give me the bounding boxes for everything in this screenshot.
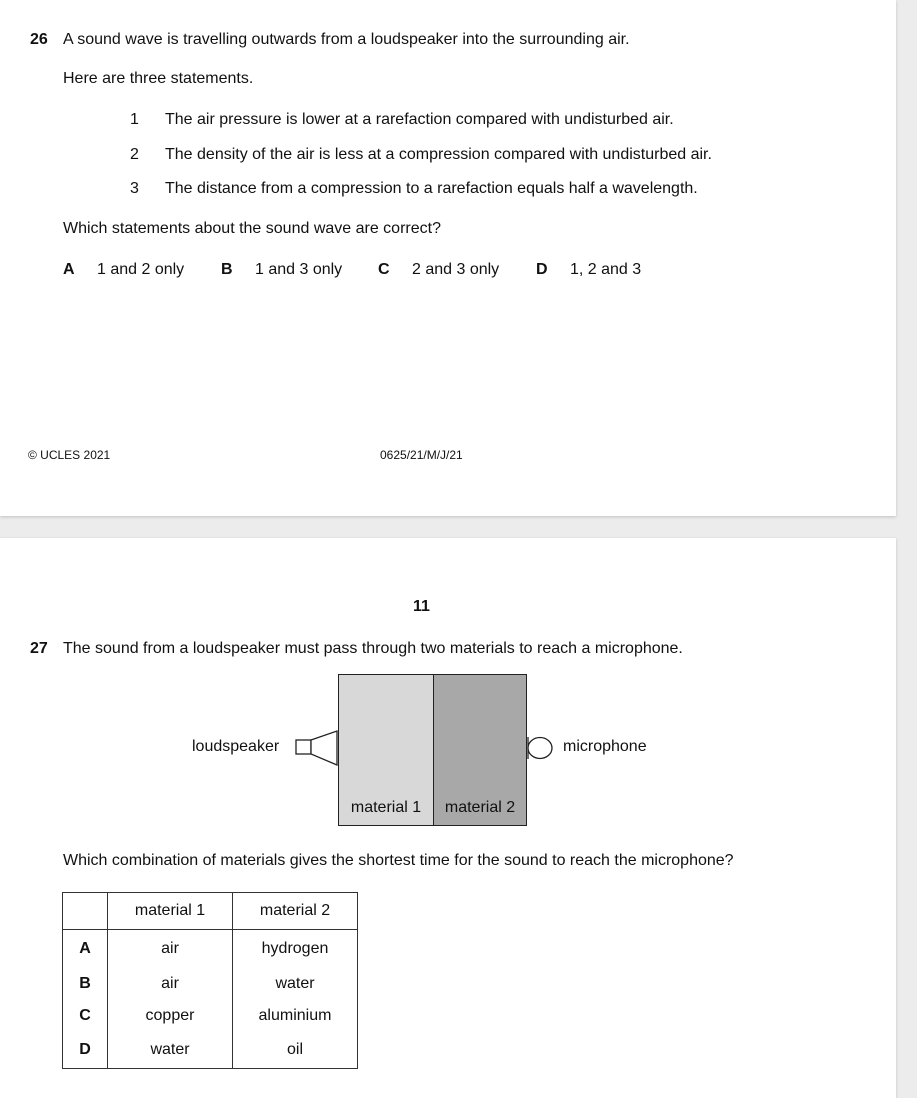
option-c-text: 2 and 3 only xyxy=(412,261,500,278)
row-material-1: water xyxy=(108,1032,233,1069)
page-number: 11 xyxy=(413,598,430,615)
statement-1-number: 1 xyxy=(130,111,139,128)
option-b-text: 1 and 3 only xyxy=(255,261,343,278)
question-26-number: 26 xyxy=(30,31,48,48)
material-2-block xyxy=(433,674,527,826)
option-a-letter: A xyxy=(63,261,75,278)
microphone-label: microphone xyxy=(563,738,647,755)
question-26-prompt: Which statements about the sound wave are correct? xyxy=(63,220,441,237)
row-material-1: copper xyxy=(108,1000,233,1032)
row-material-2: aluminium xyxy=(233,1000,358,1032)
row-letter: B xyxy=(63,968,108,1000)
table-row xyxy=(63,968,358,1000)
row-material-2: oil xyxy=(233,1032,358,1069)
option-c-letter: C xyxy=(378,261,390,278)
table-row xyxy=(63,1000,358,1032)
option-d-letter: D xyxy=(536,261,548,278)
row-letter: D xyxy=(63,1032,108,1069)
statement-2-text: The density of the air is less at a compression compared with undisturbed air. xyxy=(165,146,712,163)
option-a-text: 1 and 2 only xyxy=(97,261,185,278)
question-26-text: A sound wave is travelling outwards from a loudspeaker into the surrounding air. xyxy=(63,31,630,48)
row-material-1: air xyxy=(108,930,233,969)
material-2-label: material 2 xyxy=(444,799,516,816)
table-header-material-1: material 1 xyxy=(108,893,233,930)
material-1-label: material 1 xyxy=(350,799,422,816)
table-row xyxy=(63,1032,358,1069)
table-header-blank xyxy=(63,893,108,930)
table-row xyxy=(63,930,358,969)
table-header-material-2: material 2 xyxy=(233,893,358,930)
statement-2-number: 2 xyxy=(130,146,139,163)
row-material-2: hydrogen xyxy=(233,930,358,969)
table-header-row xyxy=(63,893,358,930)
page-top xyxy=(0,0,896,516)
row-material-2: water xyxy=(233,968,358,1000)
statement-3-text: The distance from a compression to a rarefaction equals half a wavelength. xyxy=(165,180,698,197)
footer-code: 0625/21/M/J/21 xyxy=(380,448,463,462)
page-bottom xyxy=(0,538,896,1098)
row-letter: C xyxy=(63,1000,108,1032)
option-b-letter: B xyxy=(221,261,233,278)
statement-3-number: 3 xyxy=(130,180,139,197)
statement-1-text: The air pressure is lower at a rarefaction compared with undisturbed air. xyxy=(165,111,674,128)
microphone-icon xyxy=(524,735,556,761)
statements-intro: Here are three statements. xyxy=(63,70,254,87)
row-material-1: air xyxy=(108,968,233,1000)
option-d-text: 1, 2 and 3 xyxy=(570,261,642,278)
footer-copyright: © UCLES 2021 xyxy=(28,448,111,462)
answer-table xyxy=(62,892,358,1069)
question-27-prompt: Which combination of materials gives the shortest time for the sound to reach the microphone? xyxy=(63,852,734,869)
question-27-number: 27 xyxy=(30,640,48,657)
loudspeaker-label: loudspeaker xyxy=(192,738,280,755)
row-letter: A xyxy=(63,930,108,969)
sound-diagram xyxy=(180,674,680,834)
material-1-block xyxy=(338,674,434,826)
loudspeaker-icon xyxy=(295,730,340,766)
question-27-text: The sound from a loudspeaker must pass through two materials to reach a microphone. xyxy=(63,640,683,657)
